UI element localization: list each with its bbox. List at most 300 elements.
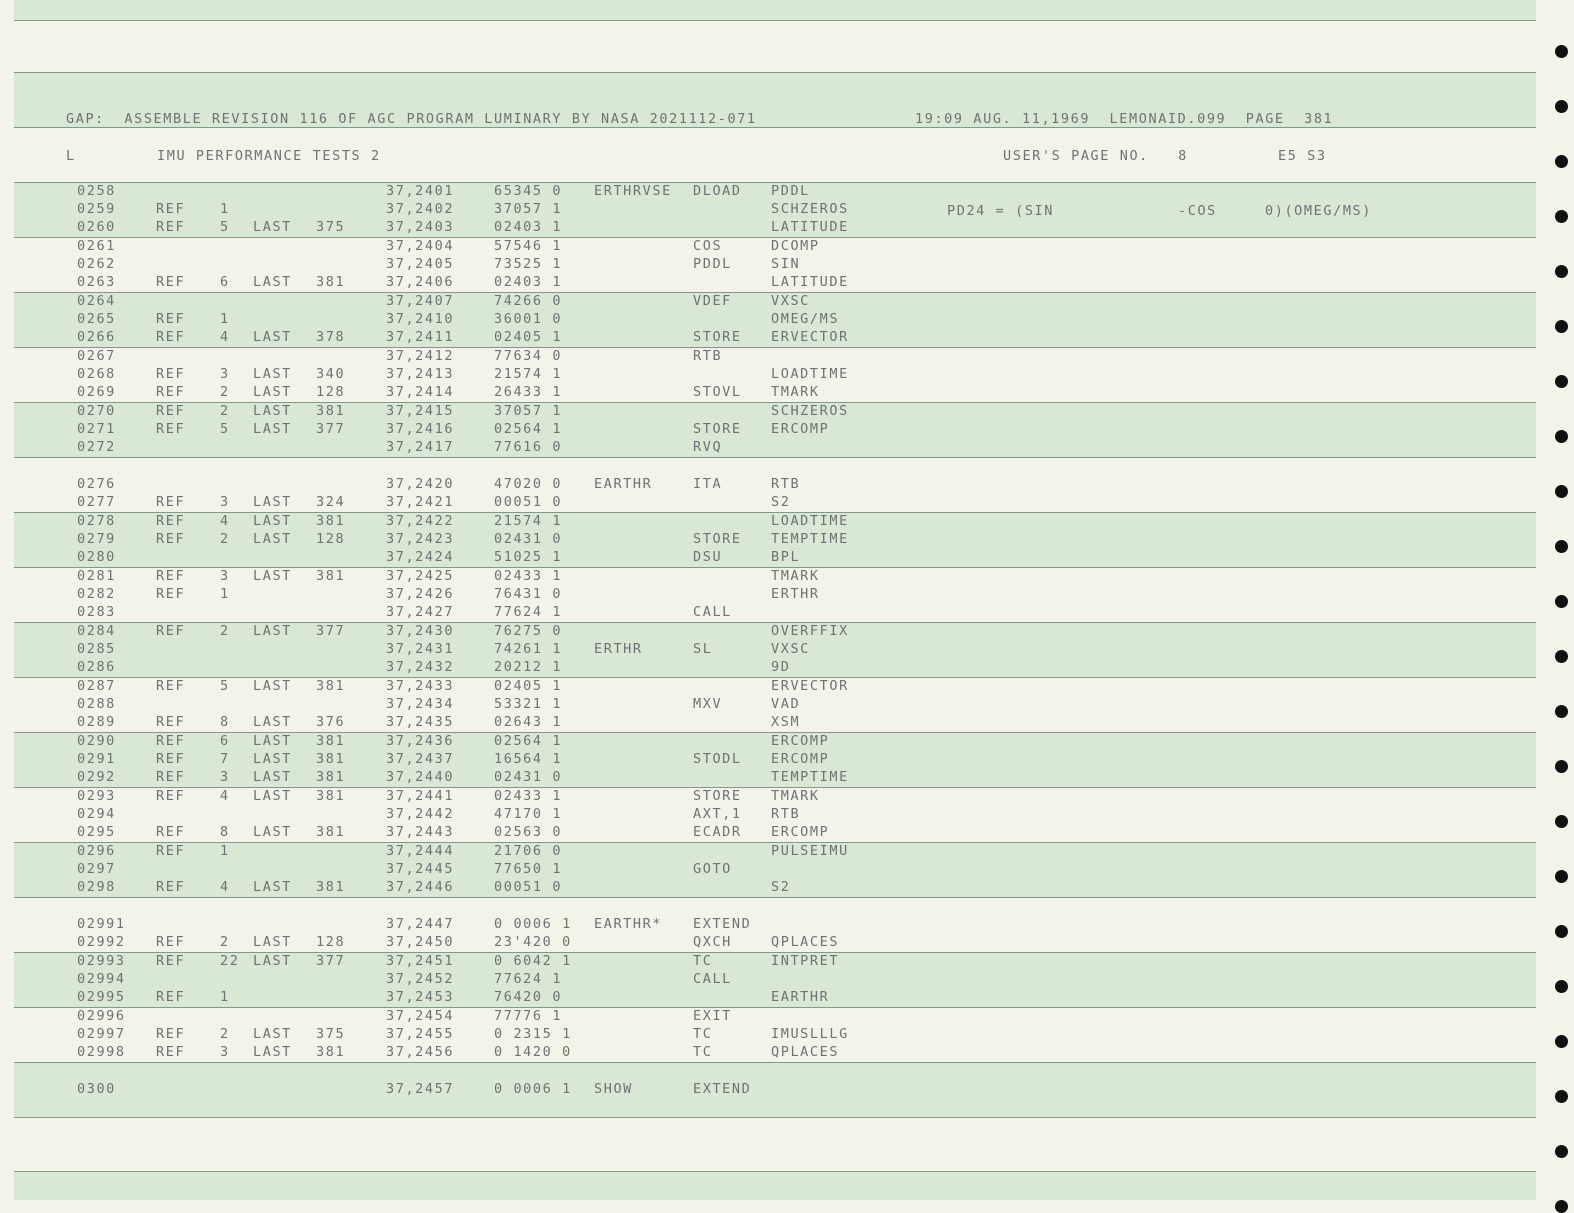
- cell-addr: 37,2447: [386, 916, 455, 932]
- cell-oct: 77616 0: [494, 439, 563, 455]
- cell-n: 0277: [77, 494, 116, 510]
- cell-n: 0259: [77, 201, 116, 217]
- cell-n: 0284: [77, 623, 116, 639]
- cell-addr: 37,2457: [386, 1081, 455, 1097]
- cell-ref: REF: [156, 384, 186, 400]
- cell-ref: REF: [156, 513, 186, 529]
- cell-prev: 375: [316, 219, 346, 235]
- cell-oct: 0 6042 1: [494, 953, 572, 969]
- cell-ref: REF: [156, 403, 186, 419]
- feed-hole: [1555, 45, 1568, 58]
- cell-op: STOVL: [693, 384, 742, 400]
- cell-operand: VXSC: [771, 293, 810, 309]
- cell-prev: 128: [316, 934, 346, 950]
- cell-cnt: 2: [220, 623, 230, 639]
- cell-n: 0265: [77, 311, 116, 327]
- cell-operand: RTB: [771, 476, 801, 492]
- cell-last: LAST: [253, 366, 292, 382]
- cell-op: DLOAD: [693, 183, 742, 199]
- cell-operand: ERCOMP: [771, 751, 830, 767]
- cell-operand: OMEG/MS: [771, 311, 840, 327]
- cell-operand: LATITUDE: [771, 274, 849, 290]
- cell-addr: 37,2434: [386, 696, 455, 712]
- cell-ref: REF: [156, 934, 186, 950]
- cell-cnt: 6: [220, 733, 230, 749]
- cell-oct: 02433 1: [494, 568, 563, 584]
- cell-ref: REF: [156, 311, 186, 327]
- cell-last: LAST: [253, 1044, 292, 1060]
- cell-op: STORE: [693, 788, 742, 804]
- cell-oct: 47170 1: [494, 806, 563, 822]
- cell-prev: 377: [316, 623, 346, 639]
- cell-operand: EARTHR: [771, 989, 830, 1005]
- cell-ref: REF: [156, 366, 186, 382]
- cell-addr: 37,2450: [386, 934, 455, 950]
- cell-addr: 37,2440: [386, 769, 455, 785]
- cell-prev: 381: [316, 1044, 346, 1060]
- section-title: IMU PERFORMANCE TESTS 2: [157, 148, 381, 164]
- cell-addr: 37,2422: [386, 513, 455, 529]
- rule: [14, 457, 1536, 458]
- cell-op: STORE: [693, 531, 742, 547]
- cell-oct: 00051 0: [494, 879, 563, 895]
- cell-operand: TMARK: [771, 788, 820, 804]
- rule: [14, 20, 1536, 21]
- cell-addr: 37,2444: [386, 843, 455, 859]
- cell-prev: 128: [316, 531, 346, 547]
- cell-op: PDDL: [693, 256, 732, 272]
- cell-n: 0298: [77, 879, 116, 895]
- cell-n: 02997: [77, 1026, 126, 1042]
- cell-addr: 37,2436: [386, 733, 455, 749]
- cell-addr: 37,2435: [386, 714, 455, 730]
- cell-ref: REF: [156, 879, 186, 895]
- cell-oct: 02564 1: [494, 421, 563, 437]
- cell-n: 0295: [77, 824, 116, 840]
- feed-hole: [1555, 760, 1568, 773]
- cell-oct: 02564 1: [494, 733, 563, 749]
- cell-n: 02993: [77, 953, 126, 969]
- cell-cnt: 3: [220, 568, 230, 584]
- cell-cnt: 1: [220, 843, 230, 859]
- cell-operand: ERVECTOR: [771, 329, 849, 345]
- cell-oct: 23'420 0: [494, 934, 572, 950]
- feed-hole: [1555, 1145, 1568, 1158]
- cell-operand: PULSEIMU: [771, 843, 849, 859]
- cell-last: LAST: [253, 274, 292, 290]
- cell-operand: DCOMP: [771, 238, 820, 254]
- cell-n: 0268: [77, 366, 116, 382]
- cell-addr: 37,2410: [386, 311, 455, 327]
- cell-n: 0287: [77, 678, 116, 694]
- cell-ref: REF: [156, 824, 186, 840]
- cell-prev: 377: [316, 953, 346, 969]
- cell-addr: 37,2453: [386, 989, 455, 1005]
- feed-hole: [1555, 815, 1568, 828]
- header-title: GAP: ASSEMBLE REVISION 116 OF AGC PROGRAM LUMINARY BY NASA 2021112-071: [66, 111, 757, 127]
- cell-n: 02998: [77, 1044, 126, 1060]
- cell-n: 0278: [77, 513, 116, 529]
- cell-operand: INTPRET: [771, 953, 840, 969]
- cell-cnt: 2: [220, 384, 230, 400]
- cell-n: 02991: [77, 916, 126, 932]
- cell-addr: 37,2415: [386, 403, 455, 419]
- cell-n: 02996: [77, 1008, 126, 1024]
- feed-hole: [1555, 100, 1568, 113]
- cell-n: 0300: [77, 1081, 116, 1097]
- cell-addr: 37,2420: [386, 476, 455, 492]
- cell-n: 0282: [77, 586, 116, 602]
- cell-n: 0294: [77, 806, 116, 822]
- cell-addr: 37,2452: [386, 971, 455, 987]
- cell-oct: 02405 1: [494, 678, 563, 694]
- cell-operand: XSM: [771, 714, 801, 730]
- cell-last: LAST: [253, 494, 292, 510]
- cell-addr: 37,2425: [386, 568, 455, 584]
- cell-op: CALL: [693, 604, 732, 620]
- cell-oct: 47020 0: [494, 476, 563, 492]
- cell-n: 0297: [77, 861, 116, 877]
- cell-operand: SCHZEROS: [771, 201, 849, 217]
- cell-op: TC: [693, 953, 713, 969]
- cell-addr: 37,2421: [386, 494, 455, 510]
- cell-ref: REF: [156, 201, 186, 217]
- cell-cnt: 1: [220, 989, 230, 1005]
- cell-cnt: 8: [220, 714, 230, 730]
- cell-cnt: 4: [220, 329, 230, 345]
- rule: [14, 127, 1536, 128]
- feed-hole: [1555, 485, 1568, 498]
- cell-n: 0280: [77, 549, 116, 565]
- cell-cnt: 8: [220, 824, 230, 840]
- cell-oct: 37057 1: [494, 403, 563, 419]
- cell-n: 0292: [77, 769, 116, 785]
- cell-operand: QPLACES: [771, 934, 840, 950]
- cell-n: 0293: [77, 788, 116, 804]
- cell-prev: 324: [316, 494, 346, 510]
- cell-oct: 02431 0: [494, 769, 563, 785]
- cell-last: LAST: [253, 788, 292, 804]
- cell-addr: 37,2427: [386, 604, 455, 620]
- cell-n: 0286: [77, 659, 116, 675]
- cell-op: MXV: [693, 696, 723, 712]
- cell-operand: LATITUDE: [771, 219, 849, 235]
- cell-last: LAST: [253, 824, 292, 840]
- cell-cnt: 5: [220, 219, 230, 235]
- cell-oct: 02433 1: [494, 788, 563, 804]
- cell-n: 0281: [77, 568, 116, 584]
- cell-n: 0289: [77, 714, 116, 730]
- cell-cnt: 3: [220, 366, 230, 382]
- cell-n: 0272: [77, 439, 116, 455]
- cell-last: LAST: [253, 733, 292, 749]
- cell-prev: 381: [316, 568, 346, 584]
- cell-oct: 21574 1: [494, 366, 563, 382]
- cell-addr: 37,2446: [386, 879, 455, 895]
- cell-n: 02992: [77, 934, 126, 950]
- cell-oct: 77776 1: [494, 1008, 563, 1024]
- rule: [14, 1007, 1536, 1008]
- cell-n: 0279: [77, 531, 116, 547]
- cell-operand: BPL: [771, 549, 801, 565]
- cell-oct: 0 0006 1: [494, 916, 572, 932]
- cell-prev: 381: [316, 678, 346, 694]
- cell-cnt: 1: [220, 311, 230, 327]
- cell-op: STORE: [693, 329, 742, 345]
- cell-addr: 37,2430: [386, 623, 455, 639]
- cell-last: LAST: [253, 403, 292, 419]
- cell-addr: 37,2451: [386, 953, 455, 969]
- cell-operand: LOADTIME: [771, 513, 849, 529]
- cell-addr: 37,2406: [386, 274, 455, 290]
- cell-oct: 74261 1: [494, 641, 563, 657]
- cell-n: 0258: [77, 183, 116, 199]
- cell-op: QXCH: [693, 934, 732, 950]
- cell-cnt: 1: [220, 586, 230, 602]
- header-timestamp: 19:09 AUG. 11,1969 LEMONAID.099 PAGE 381: [915, 111, 1334, 127]
- cell-operand: ERCOMP: [771, 824, 830, 840]
- cell-oct: 76420 0: [494, 989, 563, 1005]
- cell-ref: REF: [156, 219, 186, 235]
- cell-n: 0291: [77, 751, 116, 767]
- cell-last: LAST: [253, 513, 292, 529]
- cell-op: TC: [693, 1044, 713, 1060]
- cell-operand: VXSC: [771, 641, 810, 657]
- cell-cnt: 3: [220, 1044, 230, 1060]
- feed-hole: [1555, 870, 1568, 883]
- cell-op: STODL: [693, 751, 742, 767]
- rule: [14, 897, 1536, 898]
- cell-op: ECADR: [693, 824, 742, 840]
- cell-oct: 26433 1: [494, 384, 563, 400]
- cell-oct: 77650 1: [494, 861, 563, 877]
- cell-n: 0263: [77, 274, 116, 290]
- cell-op: AXT,1: [693, 806, 742, 822]
- cell-last: LAST: [253, 751, 292, 767]
- cell-oct: 02403 1: [494, 274, 563, 290]
- cell-oct: 02431 0: [494, 531, 563, 547]
- feed-hole: [1555, 375, 1568, 388]
- cell-oct: 51025 1: [494, 549, 563, 565]
- cell-cnt: 3: [220, 494, 230, 510]
- cell-oct: 65345 0: [494, 183, 563, 199]
- cell-addr: 37,2407: [386, 293, 455, 309]
- feed-hole: [1555, 540, 1568, 553]
- cell-ref: REF: [156, 714, 186, 730]
- cell-n: 02994: [77, 971, 126, 987]
- cell-oct: 0 1420 0: [494, 1044, 572, 1060]
- cell-addr: 37,2412: [386, 348, 455, 364]
- top-green-strip: [14, 0, 1536, 20]
- rule: [14, 72, 1536, 73]
- cell-n: 02995: [77, 989, 126, 1005]
- cell-last: LAST: [253, 934, 292, 950]
- cell-prev: 381: [316, 513, 346, 529]
- cell-n: 0296: [77, 843, 116, 859]
- cell-ref: REF: [156, 733, 186, 749]
- cell-oct: 77624 1: [494, 604, 563, 620]
- cell-addr: 37,2411: [386, 329, 455, 345]
- cell-operand: PDDL: [771, 183, 810, 199]
- feed-hole: [1555, 595, 1568, 608]
- cell-operand: IMUSLLLG: [771, 1026, 849, 1042]
- cell-op: CALL: [693, 971, 732, 987]
- cell-label: EARTHR: [594, 476, 653, 492]
- cell-n: 0290: [77, 733, 116, 749]
- cell-addr: 37,2437: [386, 751, 455, 767]
- cell-op: ITA: [693, 476, 723, 492]
- cell-n: 0262: [77, 256, 116, 272]
- cell-addr: 37,2402: [386, 201, 455, 217]
- cell-last: LAST: [253, 329, 292, 345]
- cell-operand: RTB: [771, 806, 801, 822]
- cell-last: LAST: [253, 531, 292, 547]
- cell-operand: TMARK: [771, 568, 820, 584]
- cell-cnt: 1: [220, 201, 230, 217]
- cell-cnt: 3: [220, 769, 230, 785]
- cell-prev: 376: [316, 714, 346, 730]
- cell-last: LAST: [253, 219, 292, 235]
- cell-prev: 381: [316, 733, 346, 749]
- cell-oct: 02403 1: [494, 219, 563, 235]
- cell-operand: SIN: [771, 256, 801, 272]
- cell-n: 0288: [77, 696, 116, 712]
- cell-last: LAST: [253, 623, 292, 639]
- cell-last: LAST: [253, 421, 292, 437]
- cell-oct: 57546 1: [494, 238, 563, 254]
- cell-op: STORE: [693, 421, 742, 437]
- cell-op: SL: [693, 641, 713, 657]
- users-page-number: USER'S PAGE NO. 8: [1003, 148, 1188, 164]
- cell-operand: SCHZEROS: [771, 403, 849, 419]
- cell-ref: REF: [156, 953, 186, 969]
- cell-n: 0283: [77, 604, 116, 620]
- feed-hole: [1555, 650, 1568, 663]
- cell-op: EXTEND: [693, 916, 752, 932]
- feed-hole: [1555, 705, 1568, 718]
- cell-oct: 73525 1: [494, 256, 563, 272]
- cell-addr: 37,2431: [386, 641, 455, 657]
- cell-ref: REF: [156, 494, 186, 510]
- cell-n: 0264: [77, 293, 116, 309]
- comment-lhs: PD24 = (SIN: [947, 203, 1055, 219]
- cell-addr: 37,2414: [386, 384, 455, 400]
- cell-oct: 74266 0: [494, 293, 563, 309]
- bottom-green-strip: [14, 1172, 1536, 1200]
- cell-operand: 9D: [771, 659, 791, 675]
- rule: [14, 347, 1536, 348]
- cell-prev: 381: [316, 824, 346, 840]
- cell-operand: ERTHR: [771, 586, 820, 602]
- cell-addr: 37,2413: [386, 366, 455, 382]
- cell-cnt: 2: [220, 531, 230, 547]
- cell-addr: 37,2456: [386, 1044, 455, 1060]
- cell-addr: 37,2405: [386, 256, 455, 272]
- cell-last: LAST: [253, 384, 292, 400]
- cell-oct: 0 0006 1: [494, 1081, 572, 1097]
- feed-hole: [1555, 320, 1568, 333]
- cell-ref: REF: [156, 329, 186, 345]
- cell-n: 0271: [77, 421, 116, 437]
- rule: [14, 1062, 1536, 1063]
- cell-ref: REF: [156, 989, 186, 1005]
- feed-hole: [1555, 1200, 1568, 1213]
- cell-addr: 37,2433: [386, 678, 455, 694]
- cell-op: RVQ: [693, 439, 723, 455]
- feed-hole: [1555, 1035, 1568, 1048]
- cell-label: ERTHRVSE: [594, 183, 672, 199]
- cell-prev: 381: [316, 274, 346, 290]
- cell-last: LAST: [253, 769, 292, 785]
- cell-ref: REF: [156, 568, 186, 584]
- cell-addr: 37,2454: [386, 1008, 455, 1024]
- cell-addr: 37,2455: [386, 1026, 455, 1042]
- cell-op: EXTEND: [693, 1081, 752, 1097]
- cell-ref: REF: [156, 421, 186, 437]
- cell-cnt: 22: [220, 953, 240, 969]
- green-bar-band: [14, 1063, 1536, 1117]
- cell-op: VDEF: [693, 293, 732, 309]
- cell-ref: REF: [156, 751, 186, 767]
- cell-cnt: 5: [220, 678, 230, 694]
- cell-ref: REF: [156, 1044, 186, 1060]
- cell-prev: 381: [316, 879, 346, 895]
- cell-op: TC: [693, 1026, 713, 1042]
- cell-cnt: 4: [220, 879, 230, 895]
- cell-oct: 00051 0: [494, 494, 563, 510]
- cell-operand: QPLACES: [771, 1044, 840, 1060]
- cell-oct: 53321 1: [494, 696, 563, 712]
- cell-n: 0267: [77, 348, 116, 364]
- cell-n: 0261: [77, 238, 116, 254]
- cell-label: ERTHR: [594, 641, 643, 657]
- cell-addr: 37,2424: [386, 549, 455, 565]
- cell-operand: OVERFFIX: [771, 623, 849, 639]
- rule: [14, 1117, 1536, 1118]
- cell-prev: 128: [316, 384, 346, 400]
- cell-op: COS: [693, 238, 723, 254]
- cell-last: LAST: [253, 879, 292, 895]
- cell-addr: 37,2445: [386, 861, 455, 877]
- cell-ref: REF: [156, 788, 186, 804]
- cell-operand: LOADTIME: [771, 366, 849, 382]
- cell-prev: 381: [316, 751, 346, 767]
- cell-addr: 37,2416: [386, 421, 455, 437]
- feed-hole: [1555, 155, 1568, 168]
- feed-hole: [1555, 210, 1568, 223]
- cell-n: 0260: [77, 219, 116, 235]
- cell-addr: 37,2442: [386, 806, 455, 822]
- cell-oct: 02563 0: [494, 824, 563, 840]
- feed-hole: [1555, 980, 1568, 993]
- cell-operand: TMARK: [771, 384, 820, 400]
- feed-hole: [1555, 430, 1568, 443]
- cell-prev: 378: [316, 329, 346, 345]
- cell-oct: 0 2315 1: [494, 1026, 572, 1042]
- cell-cnt: 5: [220, 421, 230, 437]
- cell-addr: 37,2441: [386, 788, 455, 804]
- cell-ref: REF: [156, 1026, 186, 1042]
- cell-addr: 37,2423: [386, 531, 455, 547]
- cell-cnt: 2: [220, 403, 230, 419]
- cell-last: LAST: [253, 1026, 292, 1042]
- cell-op: GOTO: [693, 861, 732, 877]
- cell-n: 0266: [77, 329, 116, 345]
- cell-operand: ERCOMP: [771, 421, 830, 437]
- feed-hole: [1555, 925, 1568, 938]
- cell-prev: 340: [316, 366, 346, 382]
- cell-prev: 375: [316, 1026, 346, 1042]
